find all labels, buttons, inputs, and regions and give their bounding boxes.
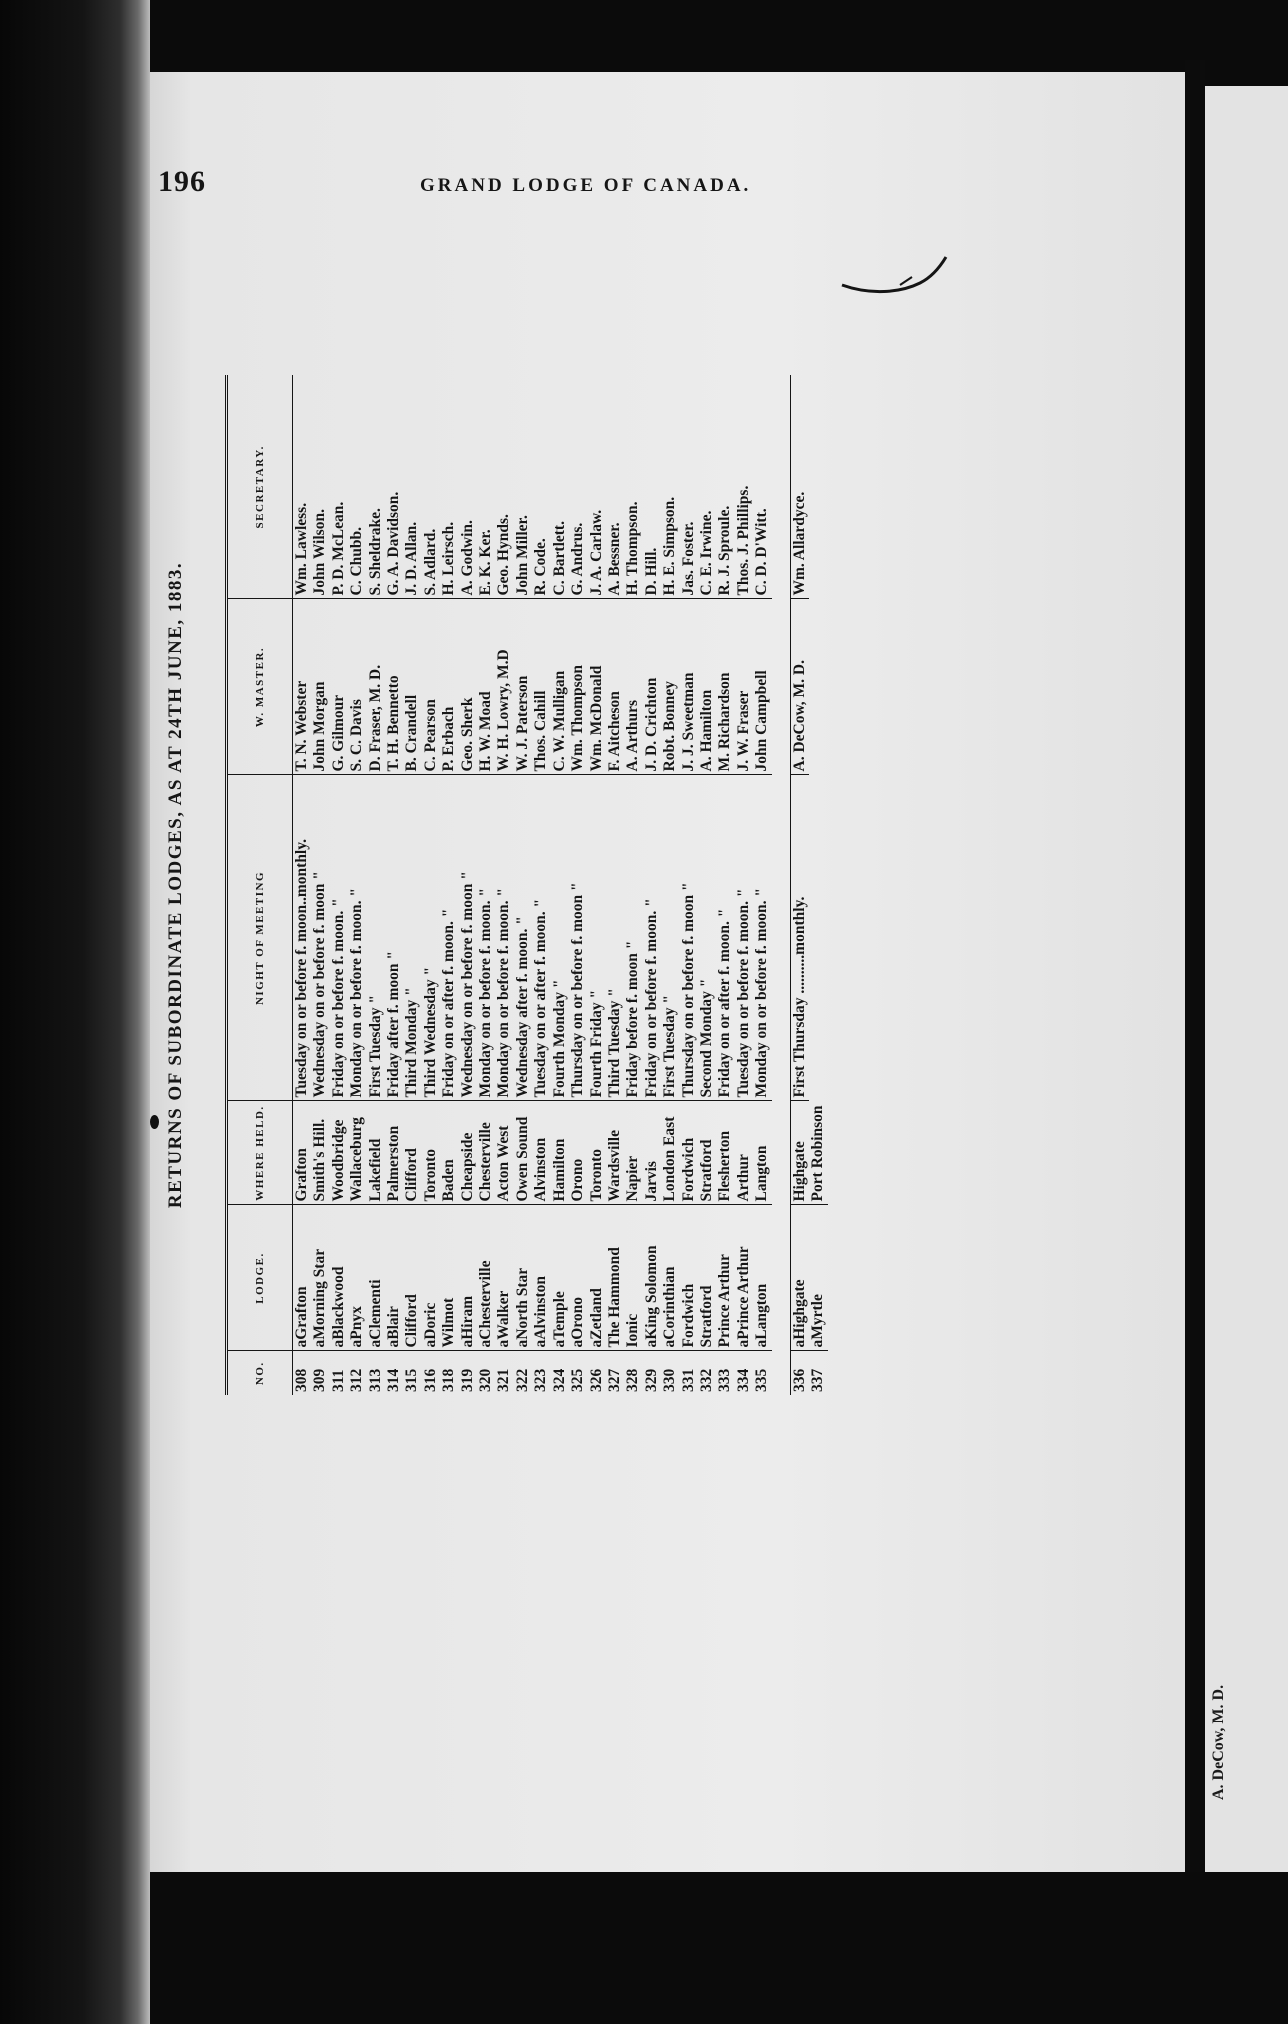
header-w-master: W. MASTER.: [227, 599, 293, 775]
where-held: Woodbridge: [330, 1101, 348, 1205]
row-number: 308: [293, 1368, 310, 1392]
row-number: 320: [477, 1368, 495, 1392]
lodge-name: aNorth Star: [514, 1205, 532, 1351]
lodge-name: aAlvinston: [532, 1205, 550, 1351]
page-gutter: [1185, 60, 1205, 1880]
worshipful-master: Thos. Cahill: [532, 599, 550, 775]
lodge-name: aPrince Arthur: [735, 1205, 753, 1351]
worshipful-master: T. H. Bennetto: [385, 599, 403, 775]
page-number: 196: [158, 165, 206, 198]
worshipful-master: H. W. Moad: [477, 599, 495, 775]
night-of-meeting: Friday on or before f. moon. ": [330, 775, 348, 1101]
night-of-meeting: Thursday on or before f. moon ": [569, 775, 587, 1101]
table-row-continued: [790, 375, 809, 1395]
row-number: 316: [421, 1368, 439, 1392]
header-secretary: SECRETARY.: [227, 375, 293, 599]
night-of-meeting: Monday on or before f. moon. ": [495, 775, 513, 1101]
secretary: H. E. Simpson.: [661, 375, 679, 599]
facing-page-master: A. DeCow, M. D.: [1210, 1684, 1227, 1800]
table-row: [348, 375, 366, 1395]
night-of-meeting: Third Monday ": [403, 775, 421, 1101]
night-of-meeting: Second Monday ": [698, 775, 716, 1101]
secretary: Wm. Allardyce.: [790, 375, 809, 599]
secretary: John Miller.: [514, 375, 532, 599]
table-row-partial: [809, 375, 827, 1395]
night-of-meeting: Friday on or before f. moon. ": [643, 775, 661, 1101]
row-number: 329: [642, 1368, 660, 1392]
row-spacer: [772, 375, 791, 1395]
row-number: 326: [587, 1368, 605, 1392]
lodge-name: aKing Solomon: [643, 1205, 661, 1351]
where-held: London East: [661, 1101, 679, 1205]
where-held: Wallaceburg: [348, 1101, 366, 1205]
table-row: [569, 375, 587, 1395]
worshipful-master: P. Erbach: [440, 599, 458, 775]
table-row: [551, 375, 569, 1395]
worshipful-master: A. Hamilton: [698, 599, 716, 775]
table-row: [680, 375, 698, 1395]
where-held: Orono: [569, 1101, 587, 1205]
secretary: P. D. McLean.: [330, 375, 348, 599]
secretary: S. Sheldrake.: [367, 375, 385, 599]
worshipful-master: F. Aitcheson: [606, 599, 624, 775]
secretary: R. J. Sproule.: [716, 375, 734, 599]
lodge-name: Ionic: [624, 1205, 642, 1351]
night-of-meeting: First Thursday ..........monthly.: [790, 775, 809, 1101]
lodge-name: aWalker: [495, 1205, 513, 1351]
secretary: S. Adlard.: [422, 375, 440, 599]
row-number: 337: [809, 1368, 827, 1392]
lodge-name: Prince Arthur: [716, 1205, 734, 1351]
facing-page-fragment: [1210, 1685, 1228, 1800]
running-head: GRAND LODGE OF CANADA.: [420, 175, 752, 196]
night-of-meeting: Tuesday on or before f. moon. ": [735, 775, 753, 1101]
worshipful-master: C. Pearson: [422, 599, 440, 775]
lodge-name: Fordwich: [680, 1205, 698, 1351]
table-row: [716, 375, 734, 1395]
worshipful-master: W. H. Lowry, M.D: [495, 599, 513, 775]
night-of-meeting: Friday on or after f. moon. ": [440, 775, 458, 1101]
lodge-returns-table: [225, 375, 828, 1395]
where-held: Stratford: [698, 1101, 716, 1205]
where-held: Arthur: [735, 1101, 753, 1205]
lodge-name: aBlair: [385, 1205, 403, 1351]
night-of-meeting: Wednesday after f. moon. ": [514, 775, 532, 1101]
lodge-name: aHighgate: [790, 1205, 809, 1351]
table-row: [735, 375, 753, 1395]
worshipful-master: W. J. Paterson: [514, 599, 532, 775]
lodge-name: Wilmot: [440, 1205, 458, 1351]
where-held: Port Robinson: [809, 1101, 827, 1205]
secretary: J. D. Allan.: [403, 375, 421, 599]
secretary: D. Hill.: [643, 375, 661, 599]
lodge-name: aTemple: [551, 1205, 569, 1351]
worshipful-master: John Morgan: [311, 599, 329, 775]
pen-mark-icon: [840, 255, 950, 300]
row-number: 321: [495, 1368, 513, 1392]
night-of-meeting: Wednesday on or before f. moon ": [311, 775, 329, 1101]
table-row: [753, 375, 771, 1395]
lodge-name: aLangton: [753, 1205, 771, 1351]
where-held: Clifford: [403, 1101, 421, 1205]
secretary: C. E. Irwine.: [698, 375, 716, 599]
row-number: 324: [550, 1368, 568, 1392]
facing-page-edge: [1205, 86, 1288, 1876]
lodge-name: aChesterville: [477, 1205, 495, 1351]
where-held: Acton West: [495, 1101, 513, 1205]
table-row: [514, 375, 532, 1395]
night-of-meeting: Third Tuesday ": [606, 775, 624, 1101]
row-number: 314: [385, 1368, 403, 1392]
night-of-meeting: First Tuesday ": [661, 775, 679, 1101]
row-number: 332: [697, 1368, 715, 1392]
night-of-meeting: Third Wednesday ": [422, 775, 440, 1101]
table-row: [624, 375, 642, 1395]
lodge-name: Stratford: [698, 1205, 716, 1351]
night-of-meeting: Fourth Friday ": [588, 775, 606, 1101]
where-held: Wardsville: [606, 1101, 624, 1205]
table-row: [532, 375, 550, 1395]
row-number: 319: [458, 1368, 476, 1392]
table-header-row: [227, 375, 293, 1395]
row-number: 312: [348, 1368, 366, 1392]
row-number: 313: [366, 1368, 384, 1392]
where-held: Fordwich: [680, 1101, 698, 1205]
row-number: 322: [513, 1368, 531, 1392]
worshipful-master: J. W. Fraser: [735, 599, 753, 775]
worshipful-master: B. Crandell: [403, 599, 421, 775]
scan-bottom-edge: [150, 1872, 1288, 2024]
worshipful-master: M. Richardson: [716, 599, 734, 775]
table-row: [643, 375, 661, 1395]
row-number: 327: [605, 1368, 623, 1392]
row-number: 335: [753, 1368, 771, 1392]
lodge-name: aGrafton: [293, 1205, 312, 1351]
night-of-meeting: Monday on or before f. moon. ": [348, 775, 366, 1101]
night-of-meeting: Thursday on or before f. moon ": [680, 775, 698, 1101]
worshipful-master: J. J. Sweetman: [680, 599, 698, 775]
table-row: [385, 375, 403, 1395]
table-row: [495, 375, 513, 1395]
secretary: A. Bessner.: [606, 375, 624, 599]
secretary: Geo. Hynds.: [495, 375, 513, 599]
where-held: Smith's Hill.: [311, 1101, 329, 1205]
table-title: RETURNS OF SUBORDINATE LODGES, AS AT 24TH JUNE, 1883.: [165, 561, 186, 1209]
lodge-name: aPnyx: [348, 1205, 366, 1351]
night-of-meeting: Monday on or before f. moon. ": [753, 775, 771, 1101]
worshipful-master: John Campbell: [753, 599, 771, 775]
secretary: Thos. J. Phillips.: [735, 375, 753, 599]
lodge-name: aOrono: [569, 1205, 587, 1351]
night-of-meeting: Friday after f. moon ": [385, 775, 403, 1101]
secretary: C. Bartlett.: [551, 375, 569, 599]
row-number: 336: [790, 1351, 809, 1395]
worshipful-master: S. C. Davis: [348, 599, 366, 775]
secretary: C. Chubb.: [348, 375, 366, 599]
secretary: H. Thompson.: [624, 375, 642, 599]
row-number: 323: [532, 1368, 550, 1392]
table-row: [311, 375, 329, 1395]
night-of-meeting: Tuesday on or after f. moon. ": [532, 775, 550, 1101]
secretary: G. A. Davidson.: [385, 375, 403, 599]
where-held: Baden: [440, 1101, 458, 1205]
row-number: 318: [440, 1368, 458, 1392]
table-row: [422, 375, 440, 1395]
worshipful-master: G. Gilmour: [330, 599, 348, 775]
secretary: G. Andrus.: [569, 375, 587, 599]
worshipful-master: Wm. McDonald: [588, 599, 606, 775]
row-number: 325: [569, 1368, 587, 1392]
night-of-meeting: Monday on or before f. moon. ": [477, 775, 495, 1101]
night-of-meeting: Friday before f. moon ": [624, 775, 642, 1101]
secretary: John Wilson.: [311, 375, 329, 599]
table-row: [440, 375, 458, 1395]
table-row: [698, 375, 716, 1395]
lodge-name: aBlackwood: [330, 1205, 348, 1351]
lodge-name: aMyrtle: [809, 1205, 827, 1351]
where-held: Palmerston: [385, 1101, 403, 1205]
worshipful-master: D. Fraser, M. D.: [367, 599, 385, 775]
lodge-name: aHiram: [459, 1205, 477, 1351]
table-body: [293, 375, 828, 1395]
worshipful-master: Geo. Sherk: [459, 599, 477, 775]
rotated-table-block: [165, 375, 945, 1395]
row-number: 334: [734, 1368, 752, 1392]
where-held: Toronto: [422, 1101, 440, 1205]
scan-left-edge: [0, 0, 150, 2024]
where-held: Hamilton: [551, 1101, 569, 1205]
where-held: Napier: [624, 1101, 642, 1205]
table-row: [606, 375, 624, 1395]
header-night-of-meeting: NIGHT OF MEETING: [227, 775, 293, 1101]
secretary: J. A. Carlaw.: [588, 375, 606, 599]
lodge-name: aZetland: [588, 1205, 606, 1351]
worshipful-master: Wm. Thompson: [569, 599, 587, 775]
lodge-name: aMorning Star: [311, 1205, 329, 1351]
header-lodge: LODGE.: [227, 1205, 293, 1351]
secretary: A. Godwin.: [459, 375, 477, 599]
where-held: Toronto: [588, 1101, 606, 1205]
lodge-name: The Hammond: [606, 1205, 624, 1351]
night-of-meeting: Fourth Monday ": [551, 775, 569, 1101]
worshipful-master: C. W. Mulligan: [551, 599, 569, 775]
secretary: E. K. Ker.: [477, 375, 495, 599]
where-held: Cheapside: [459, 1101, 477, 1205]
where-held: Chesterville: [477, 1101, 495, 1205]
row-number: 331: [679, 1368, 697, 1392]
secretary: Wm. Lawless.: [293, 375, 312, 599]
row-number: 311: [329, 1369, 347, 1392]
row-number: 330: [661, 1368, 679, 1392]
table-row: [367, 375, 385, 1395]
table-row: [330, 375, 348, 1395]
where-held: Langton: [753, 1101, 771, 1205]
table-row: [477, 375, 495, 1395]
worshipful-master: T. N. Webster: [293, 599, 312, 775]
lodge-name: aCorinthian: [661, 1205, 679, 1351]
table-row: [661, 375, 679, 1395]
secretary: H. Leirsch.: [440, 375, 458, 599]
table-row: [459, 375, 477, 1395]
where-held: Flesherton: [716, 1101, 734, 1205]
lodge-name: aDoric: [422, 1205, 440, 1351]
where-held: Alvinston: [532, 1101, 550, 1205]
row-number: 309: [311, 1368, 329, 1392]
night-of-meeting: Friday on or after f. moon. ": [716, 775, 734, 1101]
header-no: NO.: [227, 1351, 293, 1395]
table-row: [403, 375, 421, 1395]
where-held: Owen Sound: [514, 1101, 532, 1205]
worshipful-master: Robt. Bonney: [661, 599, 679, 775]
lodge-name: Clifford: [403, 1205, 421, 1351]
secretary: C. D. D'Witt.: [753, 375, 771, 599]
where-held: Jarvis: [643, 1101, 661, 1205]
night-of-meeting: First Tuesday ": [367, 775, 385, 1101]
row-number: 333: [716, 1368, 734, 1392]
table-row: [588, 375, 606, 1395]
row-number: 315: [403, 1368, 421, 1392]
worshipful-master: J. D. Crichton: [643, 599, 661, 775]
worshipful-master: A. Arthurs: [624, 599, 642, 775]
secretary: R. Code.: [532, 375, 550, 599]
where-held: Lakefield: [367, 1101, 385, 1205]
night-of-meeting: Wednesday on or before f. moon ": [459, 775, 477, 1101]
night-of-meeting: Tuesday on or before f. moon..monthly.: [293, 775, 312, 1101]
table-row: [293, 375, 312, 1395]
secretary: Jas. Foster.: [680, 375, 698, 599]
where-held: Grafton: [293, 1101, 312, 1205]
header-where-held: WHERE HELD.: [227, 1101, 293, 1205]
row-number: 328: [624, 1368, 642, 1392]
worshipful-master: A. DeCow, M. D.: [790, 599, 809, 775]
where-held: Highgate: [790, 1101, 809, 1205]
ink-speck: [150, 1115, 159, 1129]
lodge-name: aClementi: [367, 1205, 385, 1351]
